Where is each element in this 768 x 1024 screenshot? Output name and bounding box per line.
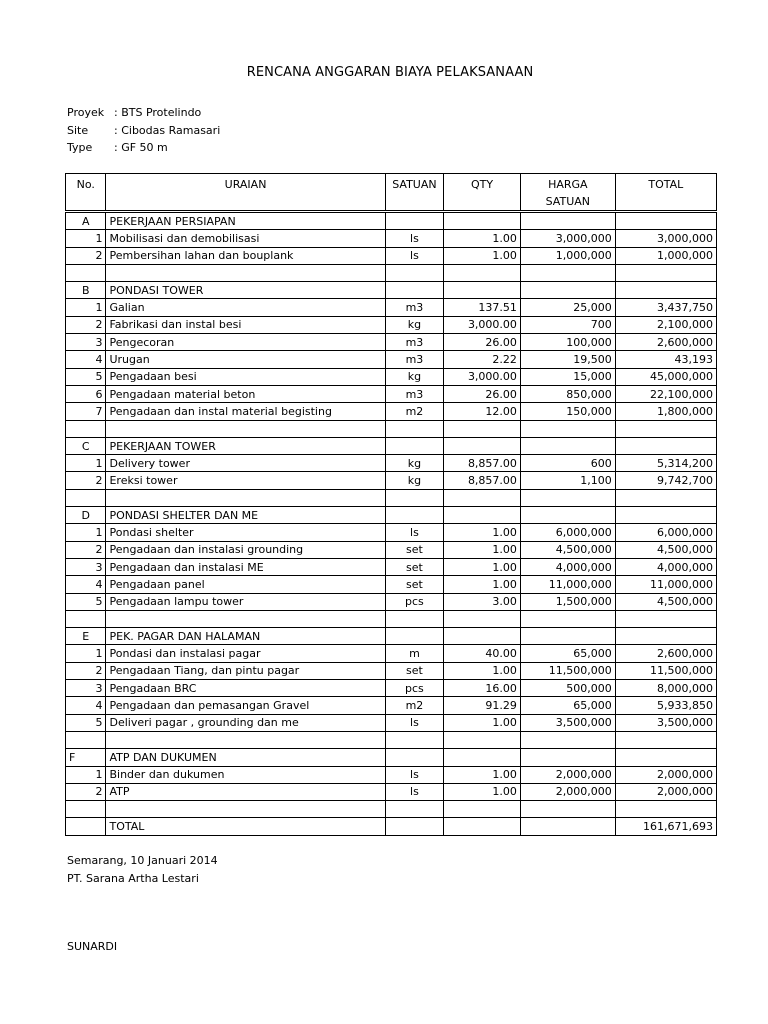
cell-qty: [444, 507, 521, 524]
cell-total: [615, 282, 716, 299]
cell-uraian: Urugan: [106, 351, 385, 368]
cell-uraian: Pondasi shelter: [106, 524, 385, 541]
header-total: TOTAL: [615, 174, 716, 212]
cell-uraian: PEK. PAGAR DAN HALAMAN: [106, 628, 385, 645]
cell-satuan: kg: [385, 316, 444, 333]
cell-total: 4,500,000: [615, 541, 716, 558]
cell-harga: 6,000,000: [520, 524, 615, 541]
cell-total: 4,000,000: [615, 558, 716, 575]
table-row: [66, 662, 717, 679]
cell-uraian: PONDASI SHELTER DAN ME: [106, 507, 385, 524]
cell-qty: [444, 818, 521, 835]
cell-harga: 3,500,000: [520, 714, 615, 731]
cell-uraian: Pondasi dan instalasi pagar: [106, 645, 385, 662]
cell-uraian: PEKERJAAN TOWER: [106, 437, 385, 454]
cell-harga: 600: [520, 455, 615, 472]
footer-block: [67, 852, 218, 887]
cell-satuan: m2: [385, 697, 444, 714]
cell-harga: 4,000,000: [520, 558, 615, 575]
project-meta: [67, 104, 220, 157]
cell-harga: [520, 628, 615, 645]
cell-satuan: kg: [385, 472, 444, 489]
cell-satuan: ls: [385, 783, 444, 800]
cell-satuan: [385, 731, 444, 748]
cell-harga: [520, 420, 615, 437]
cell-total: [615, 610, 716, 627]
cell-total: [615, 489, 716, 506]
table-row: [66, 576, 717, 593]
cell-qty: 1.00: [444, 247, 521, 264]
cell-uraian: Binder dan dukumen: [106, 766, 385, 783]
cell-total: 1,800,000: [615, 403, 716, 420]
cell-harga: [520, 818, 615, 835]
cell-qty: [444, 749, 521, 766]
cell-qty: 1.00: [444, 524, 521, 541]
cell-qty: 8,857.00: [444, 455, 521, 472]
meta-key: Proyek: [67, 106, 105, 119]
cell-total: 6,000,000: [615, 524, 716, 541]
cell-no: [66, 818, 106, 835]
section-row: [66, 628, 717, 645]
cell-satuan: set: [385, 662, 444, 679]
meta-row-proyek: [67, 104, 220, 122]
cell-qty: [444, 437, 521, 454]
cell-no: 2: [66, 472, 106, 489]
cell-qty: 2.22: [444, 351, 521, 368]
cell-no: 2: [66, 662, 106, 679]
cell-uraian: Pengadaan Tiang, dan pintu pagar: [106, 662, 385, 679]
cell-total: 22,100,000: [615, 385, 716, 402]
cell-no: 5: [66, 593, 106, 610]
cell-uraian: Pengadaan dan instalasi ME: [106, 558, 385, 575]
cell-harga: 1,100: [520, 472, 615, 489]
cell-harga: 19,500: [520, 351, 615, 368]
cell-qty: 137.51: [444, 299, 521, 316]
blank-row: [66, 420, 717, 437]
cell-uraian: Pengadaan lampu tower: [106, 593, 385, 610]
cell-qty: 1.00: [444, 541, 521, 558]
cell-uraian: Fabrikasi dan instal besi: [106, 316, 385, 333]
cell-qty: [444, 628, 521, 645]
cell-no: 1: [66, 299, 106, 316]
cell-uraian: [106, 731, 385, 748]
cell-uraian: ATP DAN DUKUMEN: [106, 749, 385, 766]
cell-qty: [444, 489, 521, 506]
cell-satuan: m3: [385, 385, 444, 402]
cell-satuan: [385, 282, 444, 299]
cell-harga: 2,000,000: [520, 783, 615, 800]
table-row: [66, 472, 717, 489]
cell-no: 4: [66, 351, 106, 368]
cell-no: 2: [66, 541, 106, 558]
cell-no: 3: [66, 334, 106, 351]
header-qty: QTY: [444, 174, 521, 212]
table-row: [66, 766, 717, 783]
meta-value: : GF 50 m: [114, 141, 168, 154]
cell-no: [66, 420, 106, 437]
cell-uraian: Mobilisasi dan demobilisasi: [106, 230, 385, 247]
cell-no: D: [66, 507, 106, 524]
table-row: [66, 524, 717, 541]
cell-no: C: [66, 437, 106, 454]
table-row: [66, 680, 717, 697]
table-header-row: [66, 174, 717, 212]
cell-total: 2,000,000: [615, 783, 716, 800]
cell-satuan: pcs: [385, 593, 444, 610]
cell-no: [66, 264, 106, 281]
cell-satuan: set: [385, 576, 444, 593]
table-row: [66, 299, 717, 316]
cell-uraian: Pengadaan besi: [106, 368, 385, 385]
cell-no: 2: [66, 783, 106, 800]
cell-total: [615, 628, 716, 645]
cell-qty: 3.00: [444, 593, 521, 610]
cell-qty: 12.00: [444, 403, 521, 420]
cell-no: 1: [66, 230, 106, 247]
cell-no: [66, 801, 106, 818]
cell-total: 161,671,693: [615, 818, 716, 835]
cell-total: 9,742,700: [615, 472, 716, 489]
document-title: RENCANA ANGGARAN BIAYA PELAKSANAAN: [246, 65, 534, 80]
table-row: [66, 541, 717, 558]
cell-uraian: Pengadaan material beton: [106, 385, 385, 402]
cell-total: 11,500,000: [615, 662, 716, 679]
cell-no: 3: [66, 680, 106, 697]
cell-total: 3,437,750: [615, 299, 716, 316]
cell-qty: [444, 420, 521, 437]
cell-satuan: [385, 507, 444, 524]
cell-total: 3,000,000: [615, 230, 716, 247]
blank-row: [66, 489, 717, 506]
table-row: [66, 334, 717, 351]
table-row: [66, 714, 717, 731]
table-row: [66, 247, 717, 264]
cell-no: B: [66, 282, 106, 299]
meta-row-type: [67, 139, 220, 157]
cell-no: 3: [66, 558, 106, 575]
cell-no: 7: [66, 403, 106, 420]
cell-qty: [444, 610, 521, 627]
cell-satuan: set: [385, 541, 444, 558]
section-row: [66, 282, 717, 299]
cell-satuan: set: [385, 558, 444, 575]
cell-total: 2,000,000: [615, 766, 716, 783]
cell-qty: 1.00: [444, 766, 521, 783]
header-harga-line1: HARGA: [548, 178, 588, 191]
cell-total: 5,314,200: [615, 455, 716, 472]
cell-total: 8,000,000: [615, 680, 716, 697]
table-row: [66, 403, 717, 420]
header-harga-satuan: [520, 174, 615, 212]
table-row: [66, 645, 717, 662]
cell-harga: [520, 507, 615, 524]
cell-harga: [520, 437, 615, 454]
cell-total: [615, 507, 716, 524]
cell-uraian: [106, 264, 385, 281]
table-row: [66, 697, 717, 714]
table-row: [66, 368, 717, 385]
cell-qty: 1.00: [444, 714, 521, 731]
cell-uraian: PEKERJAAN PERSIAPAN: [106, 212, 385, 230]
cell-satuan: m2: [385, 403, 444, 420]
cell-qty: [444, 264, 521, 281]
cell-qty: 91.29: [444, 697, 521, 714]
cell-uraian: Pengadaan dan instalasi grounding: [106, 541, 385, 558]
table-row: [66, 593, 717, 610]
cell-satuan: kg: [385, 455, 444, 472]
cell-qty: [444, 801, 521, 818]
total-row: [66, 818, 717, 835]
table-row: [66, 230, 717, 247]
cell-satuan: pcs: [385, 680, 444, 697]
cell-uraian: ATP: [106, 783, 385, 800]
cell-qty: [444, 212, 521, 230]
cell-no: F: [66, 749, 106, 766]
cell-satuan: [385, 489, 444, 506]
cell-qty: 16.00: [444, 680, 521, 697]
cell-uraian: Pengadaan dan pemasangan Gravel: [106, 697, 385, 714]
cell-harga: 150,000: [520, 403, 615, 420]
cell-uraian: Ereksi tower: [106, 472, 385, 489]
cell-total: [615, 212, 716, 230]
cell-satuan: ls: [385, 766, 444, 783]
cell-harga: 3,000,000: [520, 230, 615, 247]
cell-harga: [520, 212, 615, 230]
header-no: No.: [66, 174, 106, 212]
cell-no: 2: [66, 247, 106, 264]
blank-row: [66, 610, 717, 627]
cell-satuan: m3: [385, 351, 444, 368]
cell-total: 5,933,850: [615, 697, 716, 714]
cell-total: [615, 801, 716, 818]
cell-satuan: [385, 264, 444, 281]
cell-harga: 1,500,000: [520, 593, 615, 610]
meta-row-site: [67, 122, 220, 140]
cell-qty: 26.00: [444, 385, 521, 402]
cell-uraian: Pengecoran: [106, 334, 385, 351]
cell-harga: 15,000: [520, 368, 615, 385]
cell-no: 5: [66, 714, 106, 731]
meta-value: : Cibodas Ramasari: [114, 123, 221, 137]
cell-satuan: m3: [385, 334, 444, 351]
cell-total: [615, 749, 716, 766]
cell-qty: [444, 731, 521, 748]
cell-total: 43,193: [615, 351, 716, 368]
cell-qty: 26.00: [444, 334, 521, 351]
cell-uraian: Galian: [106, 299, 385, 316]
cell-satuan: kg: [385, 368, 444, 385]
cell-uraian: Pengadaan dan instal material begisting: [106, 403, 385, 420]
cell-satuan: [385, 801, 444, 818]
signer-name: SUNARDI: [67, 940, 118, 953]
cell-uraian: [106, 610, 385, 627]
cell-total: 4,500,000: [615, 593, 716, 610]
cell-uraian: Deliveri pagar , grounding dan me: [106, 714, 385, 731]
cell-total: 45,000,000: [615, 368, 716, 385]
table-row: [66, 558, 717, 575]
cell-satuan: m: [385, 645, 444, 662]
cell-satuan: ls: [385, 247, 444, 264]
cell-no: [66, 610, 106, 627]
table-row: [66, 316, 717, 333]
cell-no: A: [66, 212, 106, 230]
cell-no: 4: [66, 576, 106, 593]
cell-harga: 65,000: [520, 645, 615, 662]
cell-satuan: m3: [385, 299, 444, 316]
cell-satuan: [385, 818, 444, 835]
cell-harga: 700: [520, 316, 615, 333]
cell-qty: 40.00: [444, 645, 521, 662]
cell-no: E: [66, 628, 106, 645]
cell-satuan: [385, 749, 444, 766]
cell-satuan: [385, 437, 444, 454]
cell-no: 1: [66, 455, 106, 472]
table-row: [66, 783, 717, 800]
meta-key: Site: [67, 123, 89, 137]
cell-no: 1: [66, 524, 106, 541]
cell-uraian: [106, 489, 385, 506]
budget-table: [65, 173, 717, 836]
cell-satuan: ls: [385, 230, 444, 247]
cell-harga: [520, 749, 615, 766]
cell-total: 1,000,000: [615, 247, 716, 264]
cell-total: 2,600,000: [615, 645, 716, 662]
meta-key: Type: [67, 141, 93, 154]
cell-qty: [444, 282, 521, 299]
place-date: Semarang, 10 Januari 2014: [67, 854, 218, 867]
header-satuan: SATUAN: [385, 174, 444, 212]
cell-harga: 100,000: [520, 334, 615, 351]
cell-no: 2: [66, 316, 106, 333]
cell-uraian: Pembersihan lahan dan bouplank: [106, 247, 385, 264]
cell-harga: 2,000,000: [520, 766, 615, 783]
cell-no: 1: [66, 766, 106, 783]
cell-no: [66, 489, 106, 506]
cell-total: 2,100,000: [615, 316, 716, 333]
cell-no: 1: [66, 645, 106, 662]
blank-row: [66, 264, 717, 281]
cell-harga: 65,000: [520, 697, 615, 714]
cell-harga: 1,000,000: [520, 247, 615, 264]
cell-total: 11,000,000: [615, 576, 716, 593]
cell-total: [615, 437, 716, 454]
cell-satuan: [385, 628, 444, 645]
section-row: [66, 749, 717, 766]
cell-uraian: PONDASI TOWER: [106, 282, 385, 299]
cell-harga: 4,500,000: [520, 541, 615, 558]
cell-satuan: [385, 610, 444, 627]
cell-uraian: [106, 801, 385, 818]
cell-total: 2,600,000: [615, 334, 716, 351]
section-row: [66, 212, 717, 230]
cell-qty: 3,000.00: [444, 368, 521, 385]
cell-uraian: Delivery tower: [106, 455, 385, 472]
meta-value: : BTS Protelindo: [114, 106, 202, 119]
cell-uraian: Pengadaan panel: [106, 576, 385, 593]
cell-harga: [520, 731, 615, 748]
cell-satuan: [385, 420, 444, 437]
table-row: [66, 455, 717, 472]
blank-row: [66, 801, 717, 818]
cell-satuan: [385, 212, 444, 230]
cell-no: 4: [66, 697, 106, 714]
cell-harga: 25,000: [520, 299, 615, 316]
blank-row: [66, 731, 717, 748]
cell-uraian: TOTAL: [106, 818, 385, 835]
cell-no: 6: [66, 385, 106, 402]
cell-harga: 850,000: [520, 385, 615, 402]
header-harga-line2: SATUAN: [545, 195, 591, 208]
cell-harga: 11,000,000: [520, 576, 615, 593]
cell-qty: 3,000.00: [444, 316, 521, 333]
cell-total: [615, 264, 716, 281]
cell-harga: [520, 489, 615, 506]
section-row: [66, 437, 717, 454]
cell-harga: [520, 610, 615, 627]
cell-total: 3,500,000: [615, 714, 716, 731]
cell-qty: 1.00: [444, 783, 521, 800]
cell-qty: 8,857.00: [444, 472, 521, 489]
header-uraian: URAIAN: [106, 174, 385, 212]
section-row: [66, 507, 717, 524]
cell-no: [66, 731, 106, 748]
cell-no: 5: [66, 368, 106, 385]
cell-qty: 1.00: [444, 558, 521, 575]
cell-harga: 500,000: [520, 680, 615, 697]
cell-total: [615, 420, 716, 437]
cell-satuan: ls: [385, 524, 444, 541]
cell-harga: 11,500,000: [520, 662, 615, 679]
cell-harga: [520, 801, 615, 818]
cell-qty: 1.00: [444, 230, 521, 247]
cell-qty: 1.00: [444, 576, 521, 593]
table-body: [66, 212, 717, 836]
cell-satuan: ls: [385, 714, 444, 731]
table-row: [66, 351, 717, 368]
cell-uraian: [106, 420, 385, 437]
cell-uraian: Pengadaan BRC: [106, 680, 385, 697]
cell-harga: [520, 264, 615, 281]
cell-total: [615, 731, 716, 748]
company-name: PT. Sarana Artha Lestari: [67, 871, 199, 885]
cell-harga: [520, 282, 615, 299]
table-row: [66, 385, 717, 402]
cell-qty: 1.00: [444, 662, 521, 679]
